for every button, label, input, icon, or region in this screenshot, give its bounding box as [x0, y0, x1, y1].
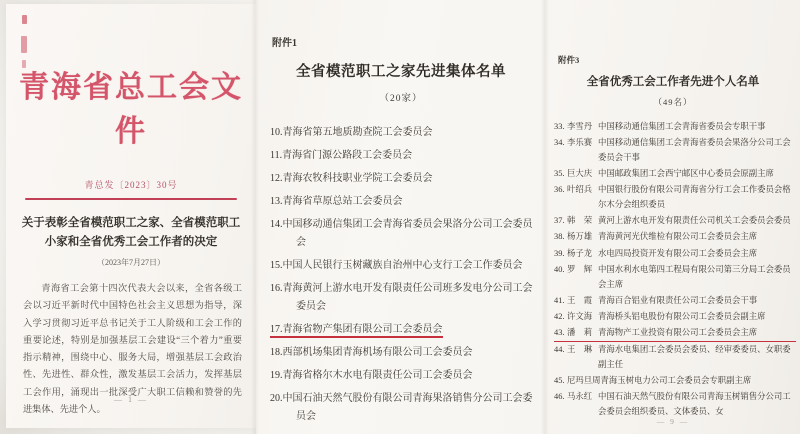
collective-item-text: 16.青海黄河上游水电开发有限责任公司班多发电分公司工会委员会: [270, 283, 533, 312]
individual-list-item: [554, 120, 796, 135]
collective-list-item: [270, 193, 536, 211]
collective-list-item: [270, 344, 536, 362]
individual-list-item: [554, 343, 796, 372]
attachment-3-page: [546, 0, 800, 434]
individual-item-number: 45.: [554, 376, 565, 386]
collective-item-text: 20.中国石油天然气股份有限公司青海果洛销售分公司工会委员会: [270, 393, 533, 422]
scan-bleed-mark: [21, 36, 27, 53]
collective-item-text: 13.青海省草原总站工会委员会: [270, 196, 403, 207]
individual-list-item: [554, 294, 796, 309]
individual-item-name: 李雪丹: [567, 122, 593, 131]
individual-item-position: 青海物产工业投资有限公司工会委员会主席: [598, 328, 758, 338]
individual-item-position: 青海桥头铝电股份有限公司工会委员会副主席: [598, 311, 766, 321]
collective-list-item: [270, 367, 536, 385]
individual-item-position: 青海玉树电力公司工会委员会专职副主席: [600, 376, 752, 386]
individual-item-number: 33.: [554, 122, 565, 131]
collective-list-item: [270, 257, 536, 275]
individual-item-number: 43.: [554, 328, 565, 338]
individual-item-position: 水电四局投资开发有限公司工会委员会主席: [598, 248, 758, 258]
individual-item-number: 42.: [554, 311, 565, 321]
collective-list-item: [270, 216, 536, 252]
individual-item-position: 中国移动通信集团工会青海省委员会专职干事: [598, 122, 766, 131]
individual-item-name: 许文海: [567, 311, 593, 321]
page-seam: [251, 0, 259, 434]
individual-item-position: 中国移动通信集团工会青海省委员会果洛分公司工会委员会干事: [598, 138, 791, 162]
collective-item-text: 19.青海省格尔木水电有限责任公司工会委员会: [270, 370, 473, 381]
individual-item-position: 黄河上游水电开发有限责任公司机关工会委员会委员: [598, 216, 791, 226]
individual-item-name: 王 琳: [567, 345, 593, 355]
collective-list-item: [270, 390, 536, 426]
individual-item-position: 青海水电集团工会委员会委员、经审委委员、女职委副主任: [598, 345, 791, 370]
page-seam: [541, 0, 549, 434]
individual-list-item: [554, 263, 796, 292]
individual-list-item: [554, 374, 796, 389]
individual-item-position: 青海黄河光伏维检有限公司工会委员会主席: [598, 232, 758, 242]
decision-document-page: [6, 4, 256, 428]
collective-list-item: [270, 147, 536, 165]
individual-item-number: 36.: [554, 185, 565, 195]
collective-item-text: 14.中国移动通信集团工会青海省委员会果洛分公司工会委员会: [270, 219, 533, 248]
collective-item-text: 15.中国人民银行玉树藏族自治州中心支行工会工作委员会: [270, 260, 523, 271]
scan-bleed-mark: [22, 60, 26, 68]
individual-item-number: 40.: [554, 264, 565, 274]
individual-item-position: 中国银行股份有限公司青海省分行工会工作委员会格尔木分会组织委员: [598, 185, 791, 210]
individual-item-name: 杨万雄: [567, 232, 593, 242]
individual-item-number: 38.: [554, 232, 565, 242]
collective-list-item: [270, 280, 536, 316]
decision-title: [6, 214, 256, 252]
individual-item-name: 韩 荣: [567, 216, 593, 226]
individual-list-item: [554, 326, 796, 342]
individual-item-name: 杨子龙: [567, 248, 593, 258]
attachment-1-page: [256, 0, 546, 434]
individual-list-item: [554, 310, 796, 325]
individuals-list: [554, 120, 796, 420]
individuals-count: （49名）: [653, 97, 693, 107]
collectives-list-title: 全省模范职工之家先进集体名单: [296, 64, 506, 80]
decision-date: （2023年7月27日）: [97, 257, 165, 267]
decision-body-paragraph: 青海省工会第十四次代表大会以来，全省各级工会以习近平新时代中国特色社会主义思想为指导，深入学习贯彻习近平总书记关于工人阶级和工会工作的重要论述，特别是加强基层工会建设“三个着力”重要指示精神，围绕中心、服务大局，增强基层工会政治性、先进性、群众性，激发基层工会活力，发挥基层工会作用，涌现出一批深受广大职工信赖和赞誉的先进集体、先进个人。: [23, 282, 242, 415]
individual-item-number: 39.: [554, 248, 565, 258]
individual-list-item: [554, 183, 796, 212]
individual-list-item: [554, 390, 796, 419]
individual-item-position: 青海百合铝业有限责任公司工会委员会干事: [598, 295, 758, 305]
collective-item-text: 18.西部机场集团青海机场有限公司工会委员会: [270, 347, 473, 358]
individual-item-name: 马永红: [567, 392, 593, 402]
individual-item-position: 中国水利水电第四工程局有限公司第三分局工会委员会主席: [598, 264, 791, 289]
individual-item-number: 44.: [554, 345, 565, 355]
individual-list-item: [554, 136, 796, 165]
collective-list-item: [270, 321, 536, 339]
individual-item-name: 尼玛旦周: [567, 376, 601, 386]
collective-item-text: 11.青海省门源公路段工会委员会: [270, 150, 413, 161]
individual-item-number: 37.: [554, 216, 565, 226]
individual-item-name: 王 霞: [567, 295, 593, 305]
collective-item-text: 10.青海省第五地质勘查院工会委员会: [270, 127, 433, 138]
individual-item-name: 潘 莉: [567, 328, 593, 338]
collective-list-item: [270, 124, 536, 142]
individual-item-number: 34.: [554, 138, 565, 148]
individual-item-number: 35.: [554, 169, 565, 179]
document-number: 青总发〔2023〕30号: [84, 180, 178, 190]
individual-item-name: 罗 辉: [567, 264, 593, 274]
decision-title-line1: 关于表彰全省模范职工之家、全省模范职工: [21, 217, 241, 229]
individual-list-item: [554, 167, 796, 182]
individual-item-number: 46.: [554, 392, 565, 402]
document-masthead: 青海省总工会文件: [19, 71, 243, 148]
individual-item-position: 中国邮政集团工会西宁邮区中心委员会原副主席: [598, 169, 774, 179]
individual-item-name: 叶绍兵: [567, 185, 593, 195]
red-divider-rule: [25, 198, 237, 200]
collectives-count: （20家）: [379, 94, 423, 104]
individual-list-item: [554, 230, 796, 245]
individual-list-item: [554, 214, 796, 229]
individual-list-item: [554, 247, 796, 262]
individual-item-name: 李乐赛: [567, 138, 593, 148]
individual-item-number: 41.: [554, 295, 565, 305]
collective-item-text: 12.青海农牧科技职业学院工会委员会: [270, 173, 433, 184]
attachment-3-label: 附件3: [558, 55, 580, 65]
collectives-list: [270, 124, 536, 426]
page-number-left: — 1 —: [114, 395, 148, 404]
collective-item-text: 17.青海省物产集团有限公司工会委员会: [270, 324, 443, 338]
page-number-right: — 9 —: [656, 417, 690, 426]
attachment-1-label: 附件1: [272, 38, 297, 49]
individuals-list-title: 全省优秀工会工作者先进个人名单: [586, 76, 760, 88]
collective-list-item: [270, 170, 536, 188]
individual-item-position: 中国石油天然气股份有限公司青海玉树销售分公司工会委员会组织委员、文体委员、女: [598, 392, 791, 417]
scan-bleed-mark: [22, 15, 27, 24]
decision-title-line2: 小家和全省优秀工会工作者的决定: [44, 235, 218, 248]
individual-item-name: 巨大庆: [567, 169, 593, 179]
